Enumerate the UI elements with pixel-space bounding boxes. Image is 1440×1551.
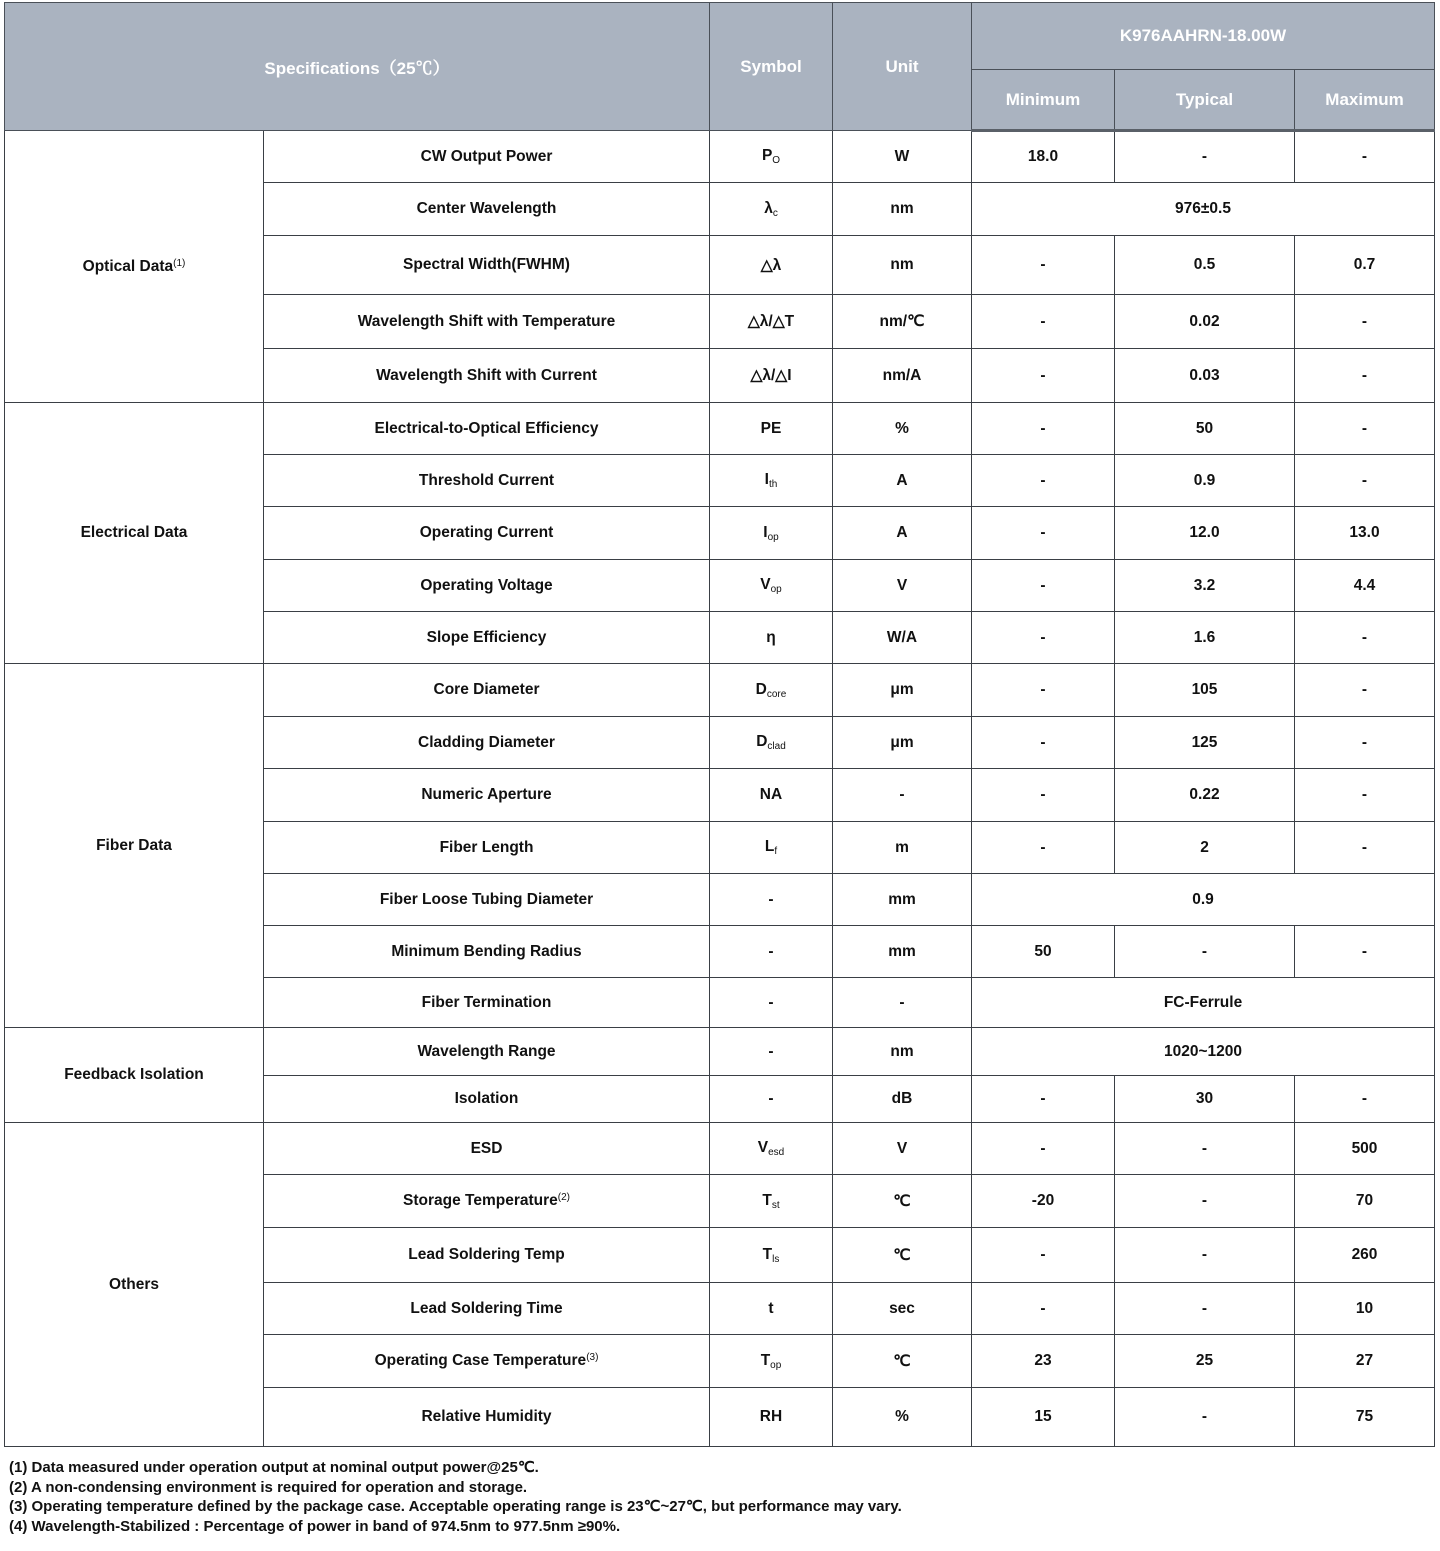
symbol-cell: [710, 1228, 833, 1283]
value-typical: -: [1115, 131, 1295, 183]
parameter-name: Wavelength Range: [417, 1042, 556, 1060]
value-typical: 1.6: [1115, 612, 1295, 664]
parameter-cell: [264, 183, 710, 236]
parameter-cell: [264, 1028, 710, 1076]
symbol: I: [764, 471, 769, 488]
parameter-name: Core Diameter: [433, 681, 540, 698]
symbol: T: [762, 1245, 773, 1263]
footnote-ref: (1): [173, 257, 186, 269]
unit-cell: -: [833, 978, 972, 1028]
parameter-name: Operating Current: [419, 524, 554, 541]
symbol-cell: [710, 1123, 833, 1175]
symbol: D: [755, 680, 767, 698]
table-header: [5, 3, 1435, 131]
symbol-cell: [710, 560, 833, 612]
symbol-subscript: core: [766, 688, 787, 700]
symbol: -: [768, 1042, 774, 1060]
symbol-cell: [710, 769, 833, 822]
unit-cell: ℃: [833, 1228, 972, 1283]
parameter-cell: [264, 1076, 710, 1123]
unit-cell: nm: [833, 1028, 972, 1076]
value-maximum: -: [1295, 455, 1435, 507]
symbol-subscript: c: [772, 207, 778, 219]
parameter-name: Relative Humidity: [421, 1408, 552, 1425]
unit-cell: mm: [833, 874, 972, 926]
parameter-name: ESD: [470, 1139, 503, 1157]
unit-cell: V: [833, 1123, 972, 1175]
header-unit: Unit: [833, 3, 972, 131]
parameter-cell: [264, 295, 710, 349]
symbol: L: [764, 838, 775, 855]
footnote-ref: (2): [557, 1192, 570, 1203]
symbol: △λ/△I: [750, 367, 792, 384]
footnote-ref: (3): [586, 1352, 599, 1363]
parameter-name: Isolation: [454, 1090, 519, 1107]
value-maximum: 4.4: [1295, 560, 1435, 612]
value-maximum: 27: [1295, 1335, 1435, 1388]
group-name: Feedback Isolation: [64, 1066, 204, 1083]
parameter-name: Center Wavelength: [416, 200, 557, 217]
value-typical: 0.22: [1115, 769, 1295, 822]
value-minimum: 23: [972, 1335, 1115, 1388]
unit-cell: ℃: [833, 1335, 972, 1388]
parameter-cell: [264, 349, 710, 403]
value-maximum: -: [1295, 612, 1435, 664]
parameter-name: Lead Soldering Time: [410, 1299, 563, 1317]
parameter-name: Lead Soldering Temp: [408, 1246, 565, 1263]
parameter-cell: [264, 1283, 710, 1335]
value-minimum: 50: [972, 926, 1115, 978]
unit-cell: V: [833, 560, 972, 612]
parameter-cell: [264, 455, 710, 507]
footnote-3: (3) Operating temperature defined by the package case. Acceptable operating range is 23℃~27℃, but performance may vary.: [9, 1498, 902, 1515]
value-maximum: -: [1295, 349, 1435, 403]
unit-cell: nm/A: [833, 349, 972, 403]
value-minimum: -: [972, 664, 1115, 717]
symbol-cell: [710, 131, 833, 183]
parameter-name: Electrical-to-Optical Efficiency: [374, 419, 599, 437]
parameter-cell: [264, 978, 710, 1028]
value-typical: 125: [1115, 717, 1295, 769]
value-spanned: 0.9: [972, 874, 1435, 926]
group-label: [5, 1028, 264, 1123]
symbol: P: [761, 147, 773, 164]
symbol: T: [760, 1351, 771, 1369]
symbol-cell: [710, 822, 833, 874]
parameter-name: Wavelength Shift with Temperature: [357, 312, 616, 330]
symbol: △λ/△T: [747, 313, 795, 330]
value-minimum: -: [972, 236, 1115, 295]
parameter-cell: [264, 236, 710, 295]
group-label: [5, 131, 264, 403]
value-spanned: 1020~1200: [972, 1028, 1435, 1076]
value-typical: 30: [1115, 1076, 1295, 1123]
parameter-cell: [264, 1388, 710, 1447]
table-body: [5, 131, 1435, 1447]
value-maximum: -: [1295, 926, 1435, 978]
symbol-cell: [710, 1283, 833, 1335]
header-maximum: Maximum: [1295, 70, 1435, 131]
unit-cell: A: [833, 507, 972, 560]
symbol-cell: [710, 236, 833, 295]
unit-cell: W/A: [833, 612, 972, 664]
parameter-name: Operating Voltage: [420, 576, 553, 594]
symbol-subscript: op: [770, 584, 782, 595]
parameter-cell: [264, 926, 710, 978]
value-typical: 0.9: [1115, 455, 1295, 507]
value-typical: 3.2: [1115, 560, 1295, 612]
value-maximum: -: [1295, 295, 1435, 349]
footnotes: [9, 1458, 902, 1536]
group-name: Others: [109, 1275, 159, 1293]
table-row: [5, 664, 1435, 717]
parameter-name: Operating Case Temperature: [374, 1352, 587, 1369]
value-typical: 105: [1115, 664, 1295, 717]
symbol-cell: [710, 1388, 833, 1447]
unit-cell: %: [833, 403, 972, 455]
parameter-cell: [264, 403, 710, 455]
header-symbol: Symbol: [710, 3, 833, 131]
value-typical: 25: [1115, 1335, 1295, 1388]
parameter-name: Slope Efficiency: [426, 628, 547, 646]
symbol-subscript: op: [767, 531, 779, 543]
footnote-4: (4) Wavelength-Stabilized : Percentage of power in band of 974.5nm to 977.5nm ≥90%.: [9, 1517, 621, 1535]
symbol-cell: [710, 1028, 833, 1076]
symbol-cell: [710, 295, 833, 349]
unit-cell: μm: [833, 664, 972, 717]
value-typical: 0.5: [1115, 236, 1295, 295]
value-maximum: 13.0: [1295, 507, 1435, 560]
parameter-cell: [264, 612, 710, 664]
value-maximum: 260: [1295, 1228, 1435, 1283]
parameter-cell: [264, 874, 710, 926]
parameter-name: Threshold Current: [418, 471, 555, 489]
group-name: Fiber Data: [96, 836, 172, 854]
value-maximum: -: [1295, 131, 1435, 183]
symbol: t: [768, 1299, 774, 1317]
value-maximum: 0.7: [1295, 236, 1435, 295]
value-minimum: -: [972, 1076, 1115, 1123]
value-minimum: 18.0: [972, 131, 1115, 183]
symbol-subscript: O: [772, 155, 781, 166]
value-minimum: -: [972, 1123, 1115, 1175]
table-row: [5, 403, 1435, 455]
symbol: -: [768, 993, 774, 1011]
value-maximum: 70: [1295, 1175, 1435, 1228]
value-typical: 0.02: [1115, 295, 1295, 349]
parameter-name: Cladding Diameter: [418, 733, 555, 751]
symbol: η: [766, 628, 776, 646]
value-minimum: 15: [972, 1388, 1115, 1447]
header-minimum: Minimum: [972, 70, 1115, 131]
parameter-name: Storage Temperature: [403, 1192, 558, 1209]
value-minimum: -: [972, 1283, 1115, 1335]
table-row: [5, 1123, 1435, 1175]
parameter-cell: [264, 717, 710, 769]
value-minimum: -: [972, 769, 1115, 822]
symbol: -: [768, 1090, 774, 1107]
value-minimum: -: [972, 295, 1115, 349]
parameter-name: Fiber Termination: [421, 993, 552, 1011]
parameter-cell: [264, 560, 710, 612]
value-maximum: -: [1295, 717, 1435, 769]
parameter-name: CW Output Power: [420, 147, 553, 165]
header-specifications: Specifications（25℃）: [5, 3, 710, 131]
symbol-cell: [710, 455, 833, 507]
symbol-cell: [710, 926, 833, 978]
parameter-cell: [264, 1123, 710, 1175]
group-name: Electrical Data: [80, 524, 188, 541]
unit-cell: m: [833, 822, 972, 874]
value-typical: -: [1115, 1228, 1295, 1283]
symbol-subscript: th: [768, 479, 778, 490]
symbol: RH: [759, 1408, 783, 1425]
symbol-cell: [710, 349, 833, 403]
symbol: PE: [760, 419, 782, 437]
unit-cell: μm: [833, 717, 972, 769]
parameter-cell: [264, 769, 710, 822]
unit-cell: sec: [833, 1283, 972, 1335]
symbol-subscript: op: [770, 1359, 782, 1371]
value-spanned: 976±0.5: [972, 183, 1435, 236]
value-minimum: -: [972, 349, 1115, 403]
unit-cell: A: [833, 455, 972, 507]
parameter-cell: [264, 822, 710, 874]
value-typical: -: [1115, 926, 1295, 978]
value-minimum: -: [972, 560, 1115, 612]
value-maximum: -: [1295, 822, 1435, 874]
unit-cell: dB: [833, 1076, 972, 1123]
value-typical: -: [1115, 1283, 1295, 1335]
symbol-subscript: esd: [768, 1147, 785, 1158]
value-maximum: 10: [1295, 1283, 1435, 1335]
symbol-cell: [710, 507, 833, 560]
value-minimum: -: [972, 1228, 1115, 1283]
symbol: V: [757, 1139, 769, 1156]
symbol: T: [762, 1191, 772, 1209]
parameter-name: Wavelength Shift with Current: [376, 366, 597, 384]
value-typical: 12.0: [1115, 507, 1295, 560]
symbol-subscript: st: [771, 1199, 780, 1211]
footnote-1: (1) Data measured under operation output at nominal output power@25℃.: [9, 1459, 539, 1476]
value-maximum: 500: [1295, 1123, 1435, 1175]
symbol: NA: [759, 786, 783, 803]
value-maximum: -: [1295, 664, 1435, 717]
value-maximum: -: [1295, 403, 1435, 455]
unit-cell: nm/℃: [833, 295, 972, 349]
symbol: I: [763, 523, 768, 541]
parameter-name: Minimum Bending Radius: [391, 942, 582, 960]
unit-cell: -: [833, 769, 972, 822]
group-name: Optical Data: [82, 257, 174, 275]
parameter-cell: [264, 507, 710, 560]
group-label: [5, 664, 264, 1028]
symbol-subscript: ls: [772, 1253, 780, 1265]
header-typical: Typical: [1115, 70, 1295, 131]
value-maximum: -: [1295, 769, 1435, 822]
symbol-cell: [710, 874, 833, 926]
symbol-cell: [710, 978, 833, 1028]
parameter-name: Spectral Width(FWHM): [403, 256, 570, 273]
value-minimum: -20: [972, 1175, 1115, 1228]
value-minimum: -: [972, 455, 1115, 507]
parameter-name: Fiber Length: [439, 838, 534, 856]
symbol-subscript: f: [774, 846, 778, 857]
value-maximum: -: [1295, 1076, 1435, 1123]
value-typical: 0.03: [1115, 349, 1295, 403]
symbol-cell: [710, 183, 833, 236]
parameter-name: Numeric Aperture: [421, 786, 552, 803]
parameter-cell: [264, 1228, 710, 1283]
value-typical: 50: [1115, 403, 1295, 455]
header-model: K976AAHRN-18.00W: [972, 3, 1435, 70]
value-typical: -: [1115, 1175, 1295, 1228]
symbol-subscript: clad: [767, 741, 786, 752]
symbol: D: [756, 733, 768, 750]
parameter-cell: [264, 664, 710, 717]
parameter-cell: [264, 131, 710, 183]
group-label: [5, 1123, 264, 1447]
symbol-cell: [710, 612, 833, 664]
symbol-cell: [710, 403, 833, 455]
value-typical: -: [1115, 1123, 1295, 1175]
symbol: -: [768, 942, 774, 960]
symbol-cell: [710, 1076, 833, 1123]
parameter-cell: [264, 1335, 710, 1388]
unit-cell: W: [833, 131, 972, 183]
unit-cell: ℃: [833, 1175, 972, 1228]
symbol: λ: [764, 199, 773, 217]
value-minimum: -: [972, 403, 1115, 455]
parameter-name: Fiber Loose Tubing Diameter: [379, 890, 594, 908]
symbol-cell: [710, 1335, 833, 1388]
symbol-cell: [710, 1175, 833, 1228]
value-minimum: -: [972, 507, 1115, 560]
value-minimum: -: [972, 612, 1115, 664]
value-typical: -: [1115, 1388, 1295, 1447]
table-row: [5, 1028, 1435, 1076]
group-label: [5, 403, 264, 664]
symbol: V: [760, 576, 771, 593]
value-minimum: -: [972, 822, 1115, 874]
footnote-2: (2) A non-condensing environment is required for operation and storage.: [9, 1478, 528, 1496]
value-maximum: 75: [1295, 1388, 1435, 1447]
symbol-cell: [710, 664, 833, 717]
parameter-cell: [264, 1175, 710, 1228]
unit-cell: nm: [833, 183, 972, 236]
symbol-cell: [710, 717, 833, 769]
symbol: △λ: [760, 256, 782, 274]
symbol: -: [768, 890, 774, 908]
value-typical: 2: [1115, 822, 1295, 874]
unit-cell: nm: [833, 236, 972, 295]
table-row: [5, 131, 1435, 183]
specifications-table: [4, 2, 1435, 1447]
unit-cell: %: [833, 1388, 972, 1447]
value-spanned: FC-Ferrule: [972, 978, 1435, 1028]
value-minimum: -: [972, 717, 1115, 769]
unit-cell: mm: [833, 926, 972, 978]
